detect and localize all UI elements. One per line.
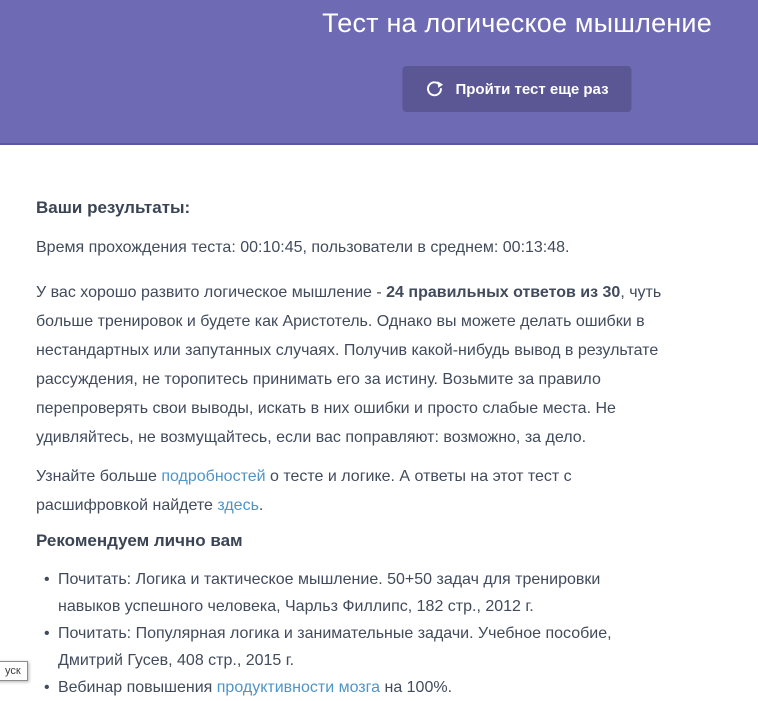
more-info-paragraph (36, 462, 664, 520)
recommendations-list (36, 566, 664, 701)
list-item-text (58, 571, 600, 615)
text-segment: , чуть больше тренировок и будете как Аристотель. Однако вы можете делать ошибки в нестандартных или запутанных случаях. Получив какой-нибудь вывод в результате рассуждения, не торопитесь принимать его за истину. Возьмите за правило перепроверять свои выводы, искать в них ошибки и просто слабые места. Не удивляйтесь, не возмущайтесь, если вас поправляют: возможно, за дело. (36, 284, 662, 446)
bold-text: 24 правильных ответов из 30 (386, 284, 621, 301)
list-item (58, 674, 664, 701)
list-item (58, 566, 664, 620)
recommendations-heading: Рекомендуем лично вам (36, 531, 243, 550)
page-title: Тест на логическое мышление (322, 8, 712, 38)
retry-test-button[interactable] (402, 66, 631, 112)
status-tooltip-fragment: уск (0, 661, 28, 681)
analysis-paragraph (36, 278, 664, 452)
text-segment: У вас хорошо развито логическое мышление - (36, 284, 387, 301)
inline-link[interactable]: подробностей (161, 468, 266, 485)
text-segment: о тесте и логике. А ответы на этот тест с расшифровкой найдете (36, 468, 572, 514)
list-item (58, 620, 664, 674)
retry-button-label: Пройти тест еще раз (455, 80, 609, 98)
inline-link[interactable]: здесь (217, 497, 259, 514)
text-segment: на 100%. (380, 679, 453, 696)
text-segment: Вебинар повышения (58, 679, 217, 696)
text-segment: Почитать: Логика и тактическое мышление. 50+50 задач для тренировки навыков успешного человека, Чарльз Филлипс, 182 стр., 2012 г. (58, 571, 601, 615)
inline-link[interactable]: продуктивности мозга (216, 679, 381, 696)
text-segment: . (258, 497, 264, 514)
text-segment: Почитать: Популярная логика и занимательные задачи. Учебное пособие, Дмитрий Гусев, 408 стр., 2015 г. (58, 625, 612, 669)
list-item-text (58, 679, 452, 696)
list-item-text (58, 625, 612, 669)
time-summary: Время прохождения теста: 00:10:45, пользователи в среднем: 00:13:48. (36, 239, 570, 256)
refresh-icon (425, 80, 443, 98)
header-banner (0, 0, 758, 145)
results-heading: Ваши результаты: (36, 198, 191, 217)
text-segment: Узнайте больше (36, 468, 162, 485)
results-content (0, 145, 664, 701)
